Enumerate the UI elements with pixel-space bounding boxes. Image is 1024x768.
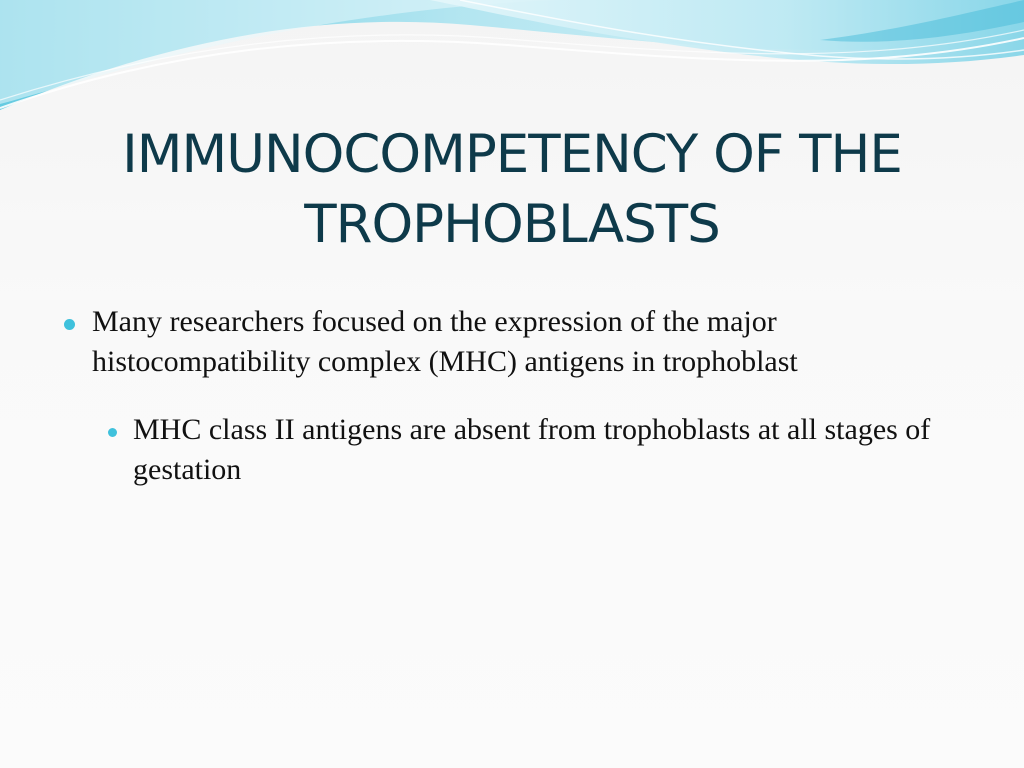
title-line-1: IMMUNOCOMPETENCY OF THE	[122, 123, 902, 185]
bullet-text: MHC class II antigens are absent from trophoblasts at all stages of gestation	[133, 413, 931, 486]
page-title	[60, 120, 964, 260]
bullet-dot-icon	[64, 319, 75, 330]
bullet-list	[60, 302, 970, 490]
bullet-item-level2	[60, 410, 970, 490]
bullet-text: Many researchers focused on the expression of the major histocompatibility complex (MHC) antigens in trophoblast	[92, 305, 798, 378]
title-line-2: TROPHOBLASTS	[304, 193, 720, 255]
bullet-item-level1	[60, 302, 970, 382]
bullet-dot-icon	[108, 428, 117, 437]
wave-decoration	[0, 0, 1024, 130]
